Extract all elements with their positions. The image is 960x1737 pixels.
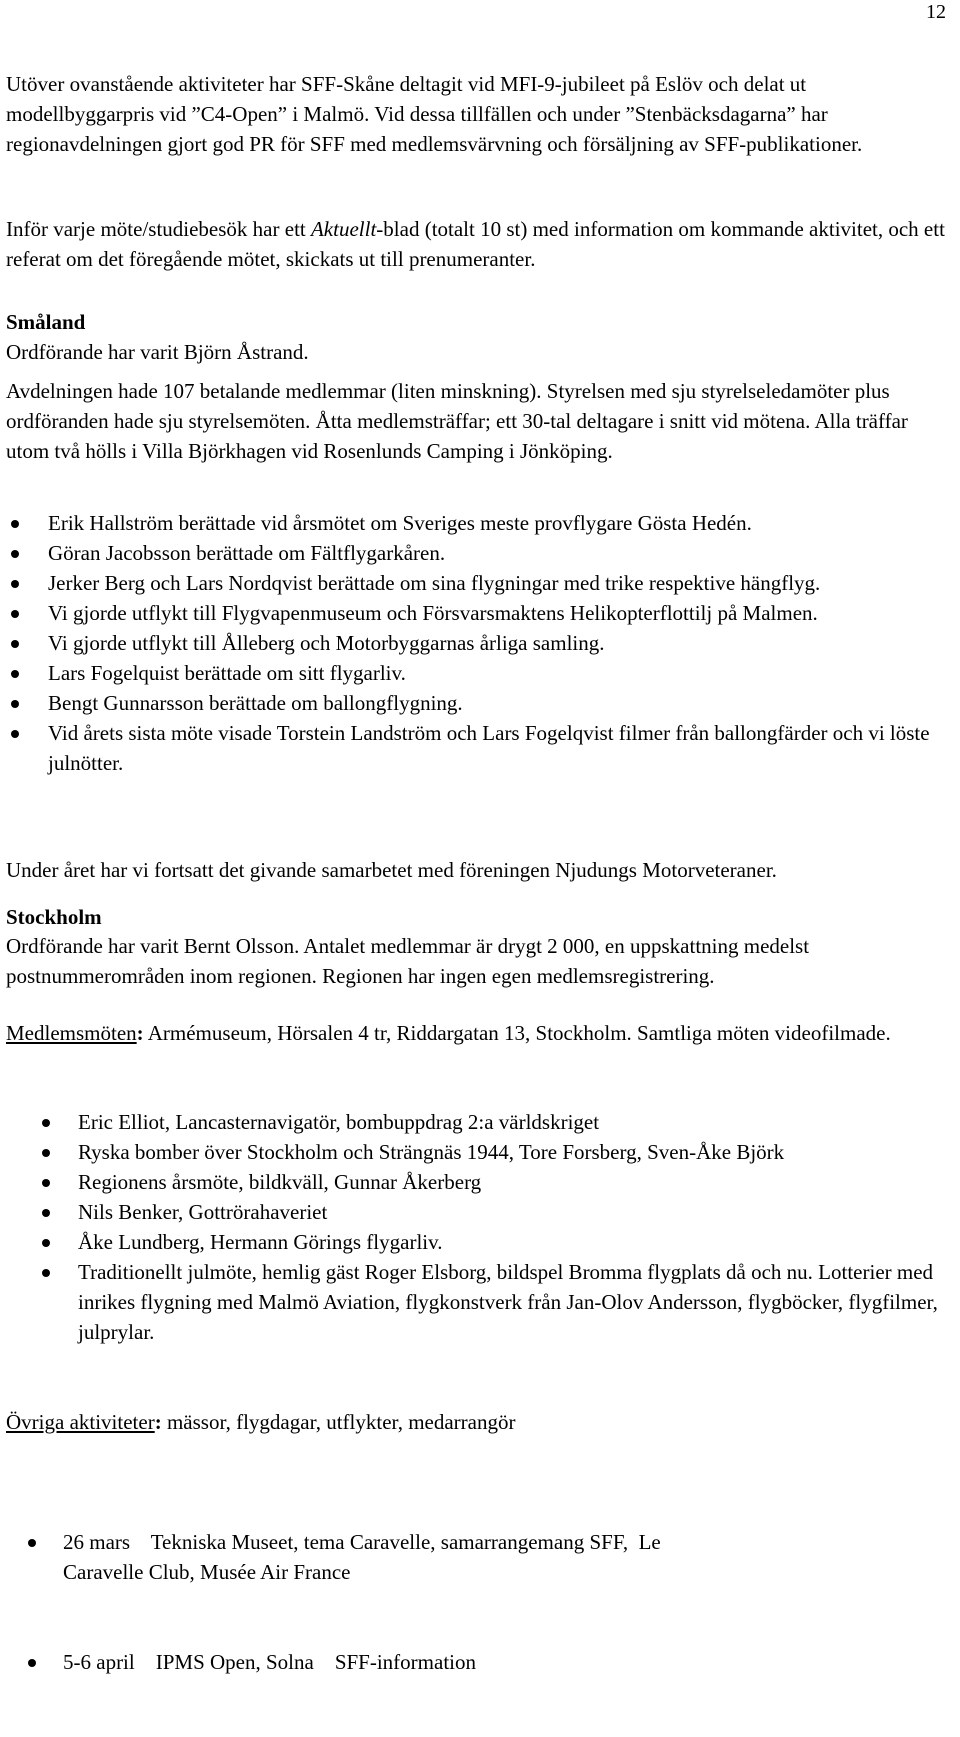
list-item: Vid årets sista möte visade Torstein Landström och Lars Fogelqvist filmer från ballongfärder och vi löste julnötter. [4, 718, 944, 778]
meetings-label: Medlemsmöten [6, 1021, 137, 1045]
meetings-text: Armémuseum, Hörsalen 4 tr, Riddargatan 13, Stockholm. Samtliga möten videofilmade. [143, 1021, 891, 1045]
other-text: mässor, flygdagar, utflykter, medarrangör [161, 1410, 516, 1434]
smaland-chair: Ordförande har varit Björn Åstrand. [6, 340, 309, 364]
list-item: Regionens årsmöte, bildkväll, Gunnar Åkerberg [4, 1167, 944, 1197]
list-item: 5-6 april IPMS Open, Solna SFF-information [4, 1647, 724, 1677]
page-number: 12 [926, 1, 946, 23]
stockholm-meeting-list [4, 1107, 944, 1347]
intro-paragraph-2 [6, 214, 952, 274]
list-item: 26 mars Tekniska Museet, tema Caravelle, samarrangemang SFF, Le Caravelle Club, Musée Air France [4, 1527, 724, 1587]
intro-p2-pre: Inför varje möte/studiebesök har ett [6, 217, 311, 241]
smaland-closing: Under året har vi fortsatt det givande samarbetet med föreningen Njudungs Motorveteraner. [6, 858, 777, 882]
list-item: Nils Benker, Gottrörahaveriet [4, 1197, 944, 1227]
intro-p2-post: -blad (totalt 10 st) med information om kommande aktivitet, och ett referat om det föregående mötet, skickats ut till prenumeranter. [6, 217, 945, 271]
list-item: Åke Lundberg, Hermann Görings flygarliv. [4, 1227, 944, 1257]
other-label: Övriga aktiviteter [6, 1410, 155, 1434]
list-item: Bengt Gunnarsson berättade om ballongflygning. [4, 688, 944, 718]
list-item: Vi gjorde utflykt till Flygvapenmuseum och Försvarsmaktens Helikopterflottilj på Malmen. [4, 598, 944, 628]
stockholm-heading: Stockholm [6, 905, 102, 929]
list-item: Göran Jacobsson berättade om Fältflygarkåren. [4, 538, 944, 568]
intro-paragraph-1: Utöver ovanstående aktiviteter har SFF-Skåne deltagit vid MFI-9-jubileet på Eslöv och delat ut modellbyggarpris vid ”C4-Open” i Malmö. Vid dessa tillfällen och under ”Stenbäcksdagarna” har regionavdelningen gjort god PR för SFF med medlemsvärvning och försäljning av SFF-publikationer. [6, 72, 863, 156]
smaland-heading: Småland [6, 310, 86, 334]
smaland-summary: Avdelningen hade 107 betalande medlemmar (liten minskning). Styrelsen med sju styrelseledamöter plus ordföranden hade sju styrelsemöten. Åtta medlemsträffar; ett 30-tal deltagare i snitt vid mötena. Alla träffar utom två hölls i Villa Björkhagen vid Rosenlunds Camping i Jönköping. [6, 379, 908, 463]
other-colon: : [154, 1410, 162, 1434]
stockholm-other-activities [6, 1407, 952, 1437]
list-item: Vi gjorde utflykt till Ålleberg och Motorbyggarnas årliga samling. [4, 628, 944, 658]
list-item: Ryska bomber över Stockholm och Strängnäs 1944, Tore Forsberg, Sven-Åke Björk [4, 1137, 944, 1167]
stockholm-summary: Ordförande har varit Bernt Olsson. Antalet medlemmar är drygt 2 000, en uppskattning medelst postnummerområden inom regionen. Regionen har ingen egen medlemsregistrering. [6, 934, 810, 988]
smaland-activity-list [4, 508, 944, 778]
meetings-colon: : [136, 1021, 144, 1045]
aktuellt-italic: Aktuellt [310, 217, 377, 241]
stockholm-event-list [4, 1467, 724, 1737]
list-item: Lars Fogelquist berättade om sitt flygarliv. [4, 658, 944, 688]
list-item: Traditionellt julmöte, hemlig gäst Roger Elsborg, bildspel Bromma flygplats då och nu. Lotterier med inrikes flygning med Malmö Aviation, flygkonstverk från Jan-Olov Andersson, flygböcker, flygfilmer, julprylar. [4, 1257, 944, 1347]
list-item: Eric Elliot, Lancasternavigatör, bombuppdrag 2:a världskriget [4, 1107, 944, 1137]
stockholm-meetings [6, 1018, 952, 1048]
list-item: Erik Hallström berättade vid årsmötet om Sveriges meste provflygare Gösta Hedén. [4, 508, 944, 538]
list-item: Jerker Berg och Lars Nordqvist berättade om sina flygningar med trike respektive hängflyg. [4, 568, 944, 598]
